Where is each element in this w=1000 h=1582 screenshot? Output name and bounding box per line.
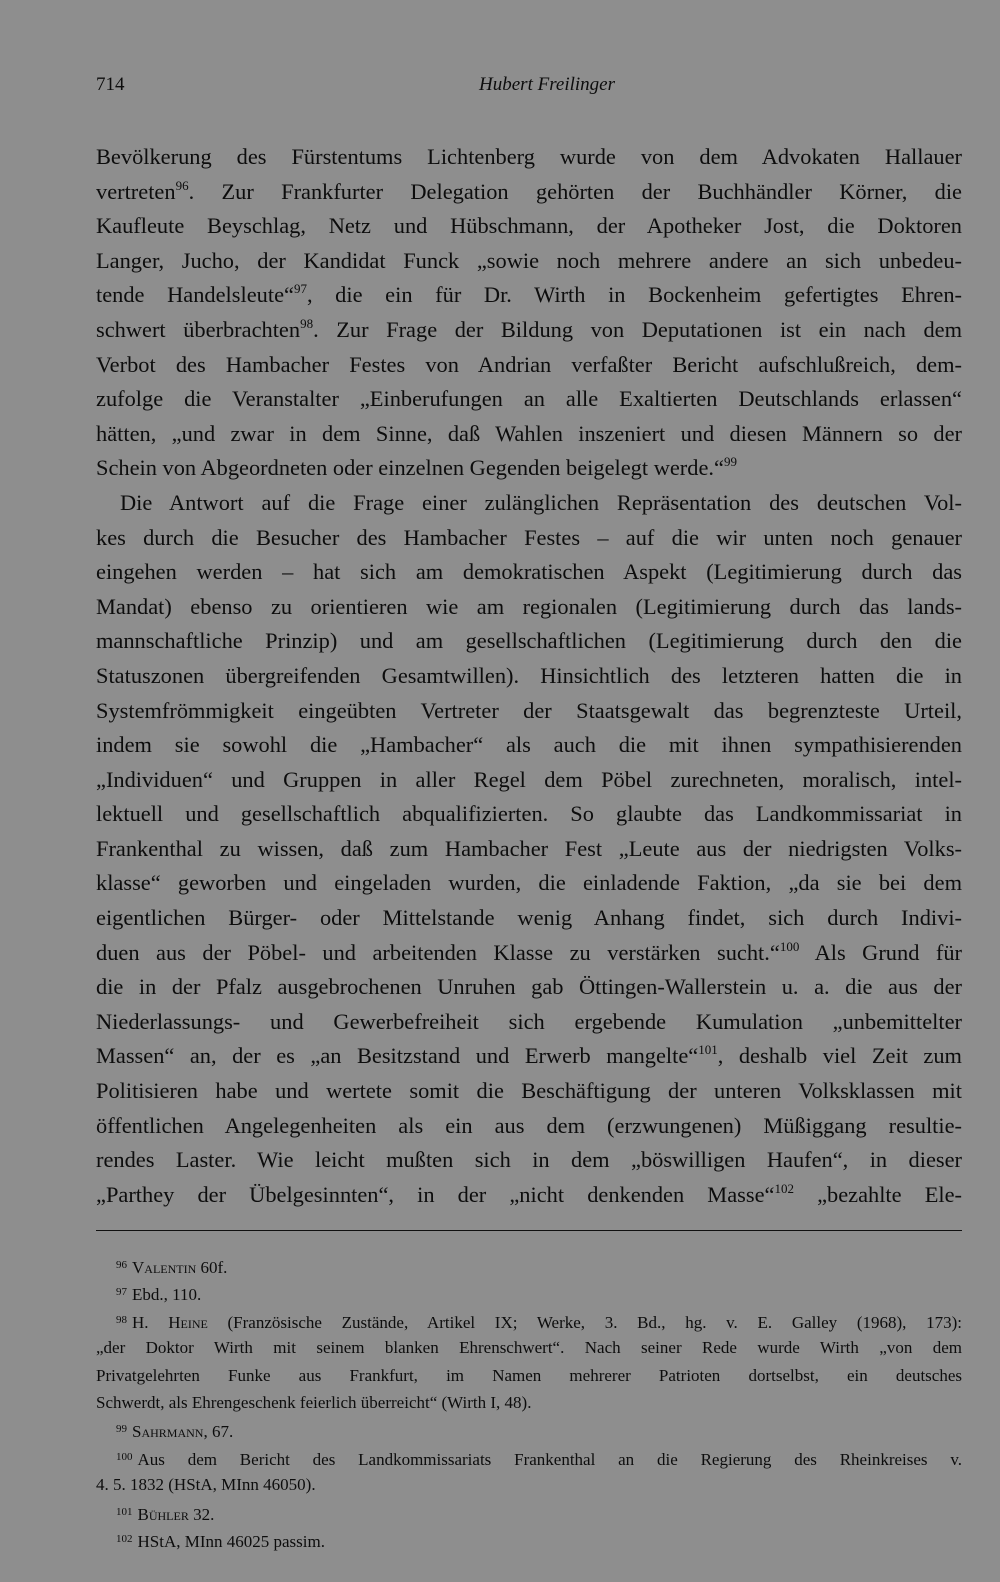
text-line: Verbot des Hambacher Festes von Andrian verfaßter Bericht aufschlußreich, dem-	[96, 351, 962, 377]
footnote-98-cont: „der Doktor Wirth mit seinem blanken Ehrenschwert“. Nach seiner Rede wurde Wirth „von dem	[96, 1338, 962, 1358]
footnote-ref[interactable]: 96	[175, 177, 189, 193]
footnote-ref[interactable]: 99	[723, 454, 737, 470]
text-line: Niederlassungs- und Gewerbefreiheit sich ergebende Kumulation „unbemittelter	[96, 1008, 962, 1034]
footnote-ref[interactable]: 98	[300, 315, 314, 331]
footnotes	[96, 1252, 962, 1553]
footnote-97: $^{97}$ Ebd., 110.	[116, 1285, 202, 1305]
text-line: Bevölkerung des Fürstentums Lichtenberg wurde von dem Advokaten Hallauer	[96, 144, 962, 169]
footnote-ref[interactable]: 101	[698, 1042, 718, 1058]
text-line: Systemfrömmigkeit eingeübten Vertreter der Staatsgewalt das begrenzteste Urteil,	[96, 697, 962, 723]
text-line: duen aus der Pöbel- und arbeitenden Klasse zu verstärken sucht.“$^{100}$ Als Grund für	[96, 938, 962, 965]
page-number: 714	[96, 74, 125, 95]
text-line: Schein von Abgeordneten oder einzelnen Gegenden beigelegt werde.“$^{99}$	[96, 454, 737, 481]
footnote-96: $^{96}$ Valentin 60f.	[116, 1258, 228, 1277]
footnote-ref[interactable]: 97	[293, 281, 307, 297]
text-line: lektuell und gesellschaftlich abqualifizierten. So glaubte das Landkommissariat in	[96, 801, 962, 827]
running-head	[96, 74, 962, 104]
text-line: eigentlichen Bürger- oder Mittelstande wenig Anhang findet, sich durch Indivi-	[96, 905, 962, 931]
text-line: eingehen werden – hat sich am demokratischen Aspekt (Legitimierung durch das	[96, 559, 962, 585]
text-line: mannschaftliche Prinzip) und am gesellschaftlichen (Legitimierung durch den die	[96, 628, 962, 654]
text-line: „Parthey der Übelgesinnten“, in der „nicht denkenden Masse“$^{102}$ „bezahlte Ele-	[96, 1180, 962, 1207]
footnote-ref[interactable]: 100	[779, 938, 800, 954]
text-line: Massen“ an, der es „an Besitzstand und Erwerb mangelte“$^{101}$, deshalb viel Zeit zum	[96, 1042, 962, 1069]
text-line: klasse“ geworben und eingeladen wurden, die einladende Faktion, „da sie bei dem	[96, 870, 962, 896]
running-title: Hubert Freilinger	[479, 74, 615, 95]
footnote-98: $^{98}$ H. Heine (Französische Zustände, Artikel IX; Werke, 3. Bd., hg. v. E. Galley (1968), 173):	[116, 1312, 962, 1332]
text-line: Die Antwort auf die Frage einer zulänglichen Repräsentation des deutschen Vol-	[120, 489, 962, 515]
text-line: Frankenthal zu wissen, daß zum Hambacher Fest „Leute aus der niedrigsten Volks-	[96, 835, 962, 861]
text-line: zufolge die Veranstalter „Einberufungen an alle Exaltierten Deutschlands erlassen“	[96, 386, 962, 412]
text-line: Langer, Jucho, der Kandidat Funck „sowie noch mehrere andere an sich unbedeu-	[96, 247, 962, 273]
text-line: „Individuen“ und Gruppen in aller Regel dem Pöbel zurechneten, moralisch, intel-	[96, 766, 962, 792]
footnote-98-cont: Schwerdt, als Ehrengeschenk feierlich überreicht“ (Wirth I, 48).	[96, 1392, 532, 1412]
text-line: Politisieren habe und wertete somit die Beschäftigung der unteren Volksklassen mit	[96, 1078, 962, 1104]
footnote-ref[interactable]: 102	[774, 1180, 794, 1196]
text-line: hätten, „und zwar in dem Sinne, daß Wahlen inszeniert und diesen Männern so der	[96, 420, 962, 446]
text-line: Mandat) ebenso zu orientieren wie am regionalen (Legitimierung durch das lands-	[96, 593, 962, 619]
footnote-102: $^{102}$ HStA, MInn 46025 passim.	[116, 1531, 325, 1551]
text-line: tende Handelsleute“$^{97}$, die ein für Dr. Wirth in Bockenheim gefertigtes Ehren-	[96, 281, 962, 308]
footnote-rule	[96, 1230, 962, 1231]
text-line: Kaufleute Beyschlag, Netz und Hübschmann, der Apotheker Jost, die Doktoren	[96, 213, 962, 239]
text-line: Statuszonen übergreifenden Gesamtwillen). Hinsichtlich des letzteren hatten die in	[96, 662, 962, 688]
text-line: öffentlichen Angelegenheiten als ein aus dem (erzwungenen) Müßiggang resultie-	[96, 1112, 962, 1138]
footnote-100-cont: 4. 5. 1832 (HStA, MInn 46050).	[96, 1475, 316, 1495]
text-line: indem sie sowohl die „Hambacher“ als auch die mit ihnen sympathisierenden	[96, 732, 962, 758]
text-line: die in der Pfalz ausgebrochenen Unruhen gab Öttingen-Wallerstein u. a. die aus der	[96, 974, 962, 1000]
footnote-98-cont: Privatgelehrten Funke aus Frankfurt, im Namen mehrerer Patrioten dortselbst, ein deutsches	[96, 1365, 962, 1385]
text-line: schwert überbrachten$^{98}$. Zur Frage der Bildung von Deputationen ist ein nach dem	[96, 315, 963, 342]
main-text	[96, 140, 962, 1212]
text-line: kes durch die Besucher des Hambacher Festes – auf die wir unten noch genauer	[96, 524, 962, 550]
text-line: vertreten$^{96}$. Zur Frankfurter Delegation gehörten der Buchhändler Körner, die	[96, 177, 962, 204]
footnote-99: $^{99}$ Sahrmann, 67.	[116, 1422, 234, 1442]
footnote-101: $^{101}$ Bühler 32.	[116, 1504, 215, 1524]
footnote-100: $^{100}$ Aus dem Bericht des Landkommissariats Frankenthal an die Regierung des Rheinkreises v.	[116, 1449, 962, 1469]
text-line: rendes Laster. Wie leicht mußten sich in dem „böswilligen Haufen“, in dieser	[96, 1147, 962, 1173]
